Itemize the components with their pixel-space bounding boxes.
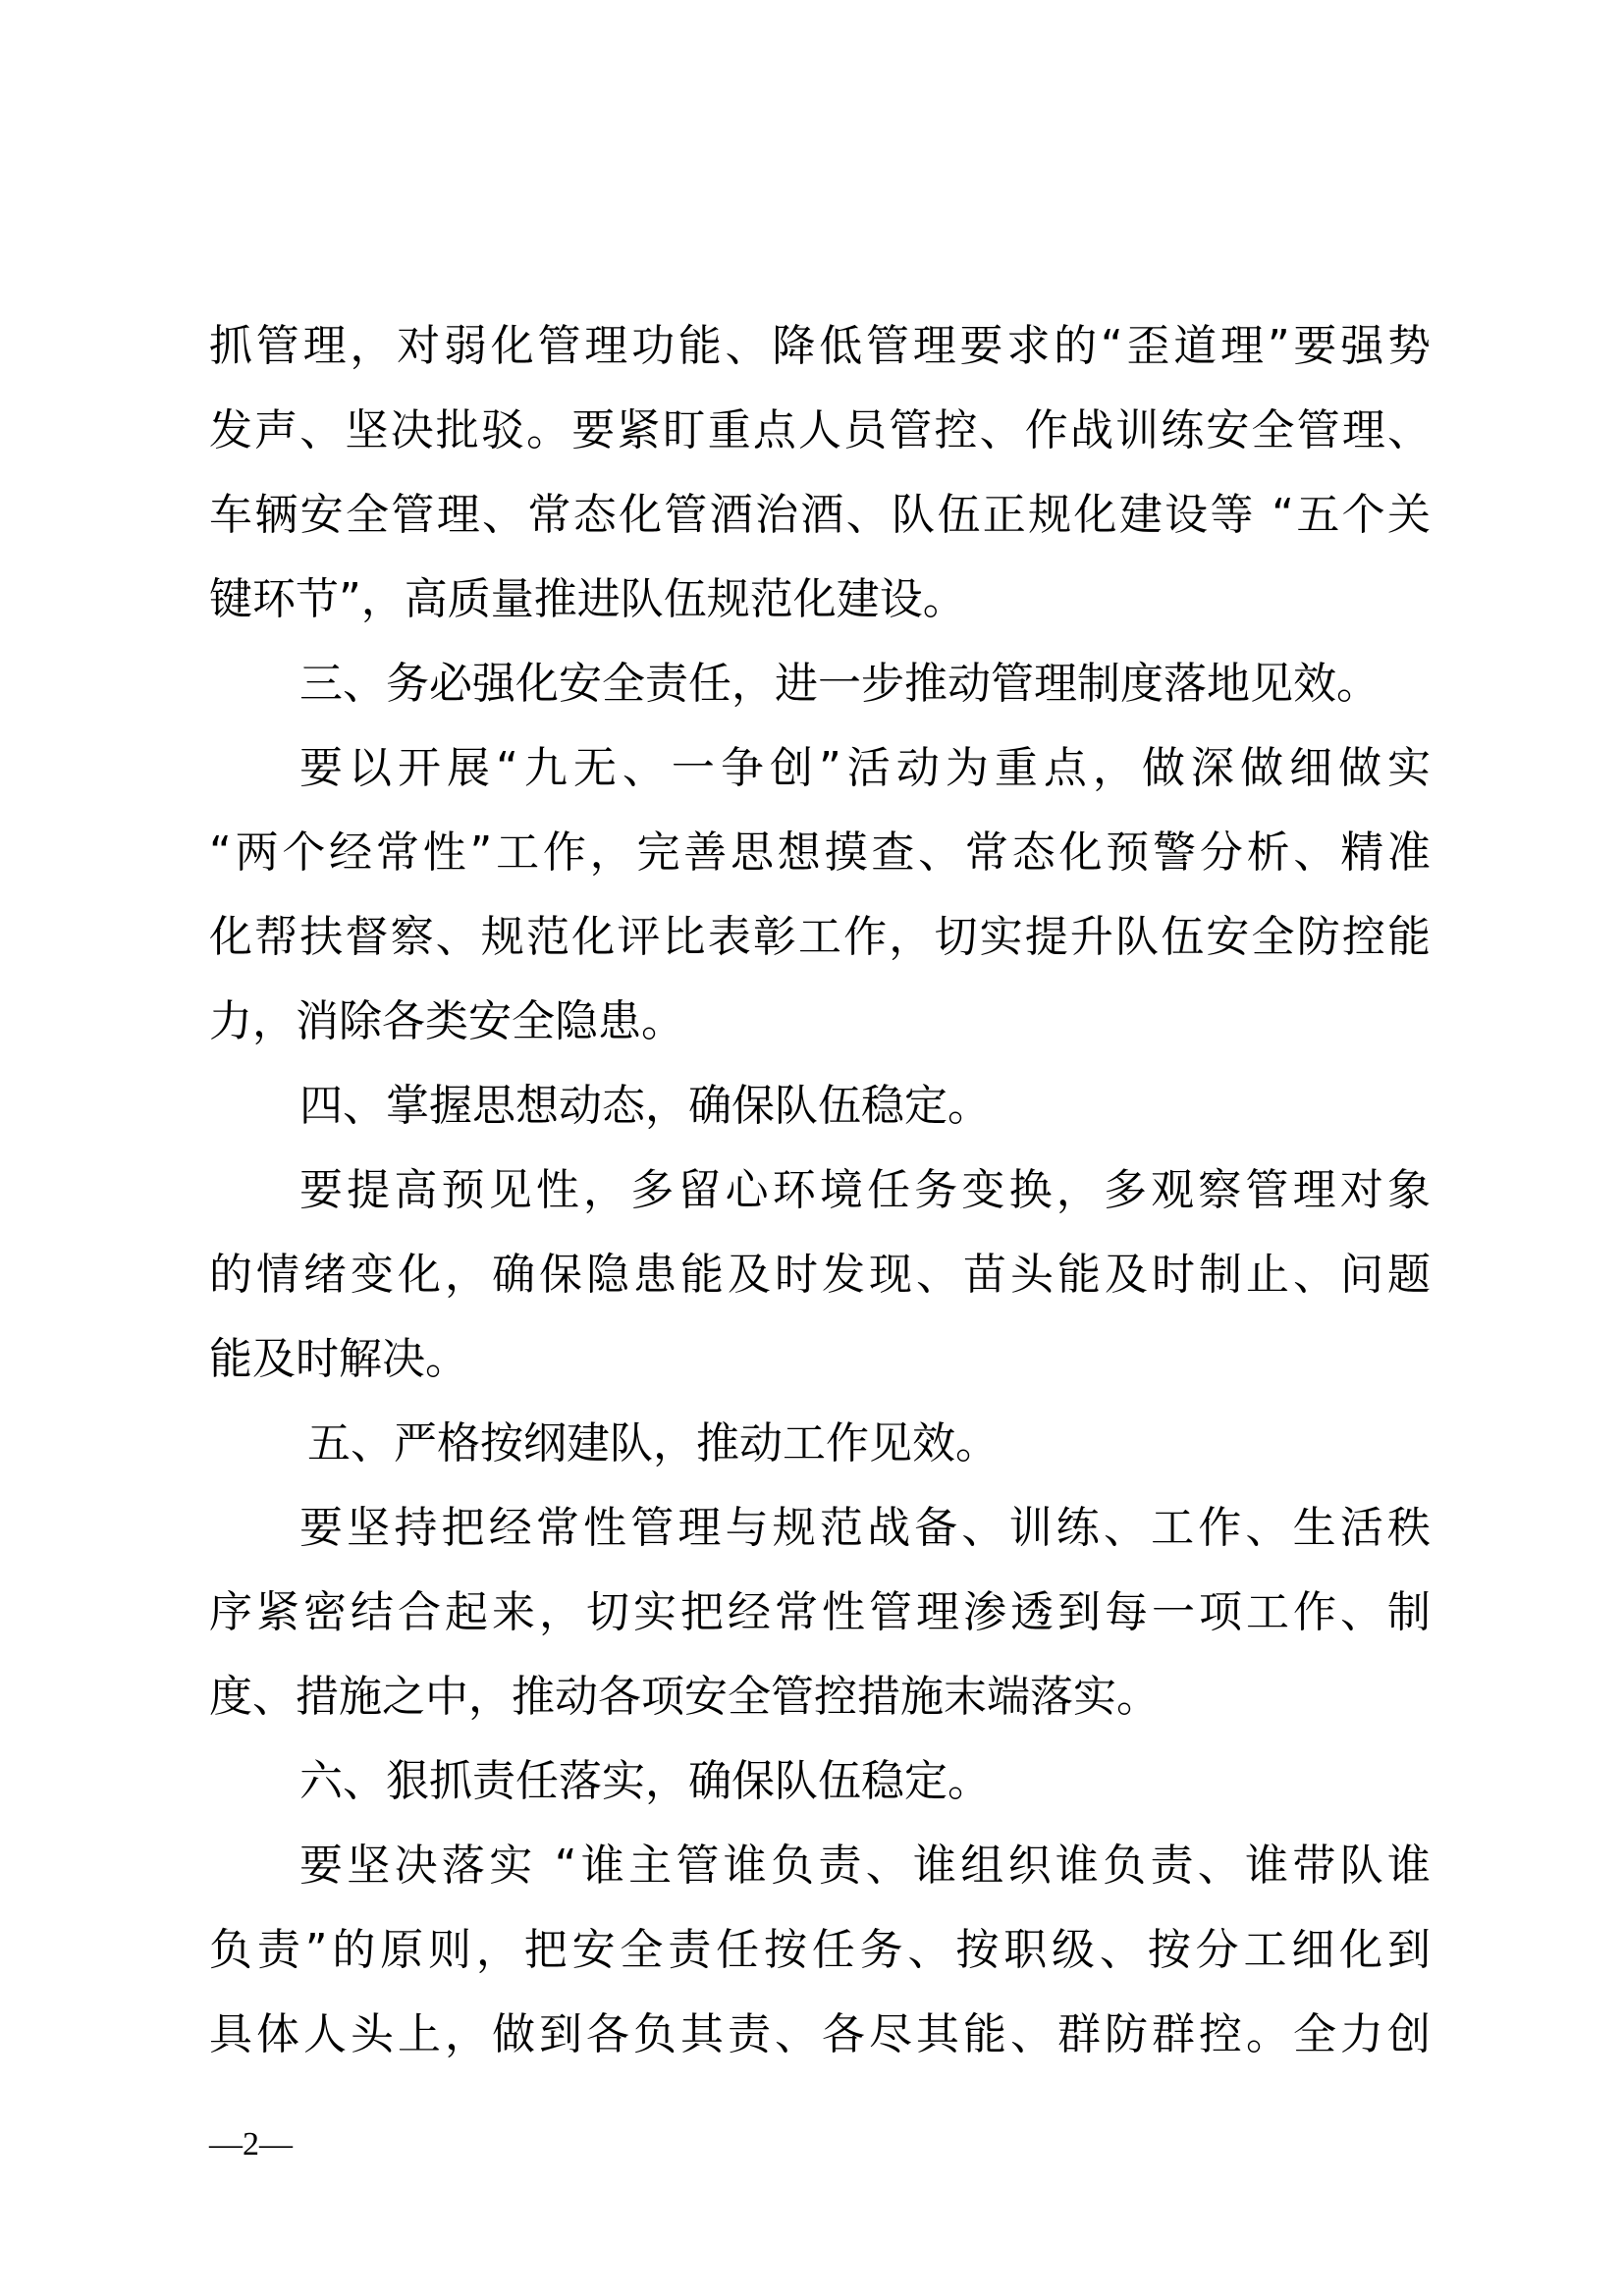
page-number: —2—	[209, 2126, 293, 2163]
body-text-line: 能及时解决。	[209, 1334, 468, 1384]
body-text-line: 发声、坚决批驳。要紧盯重点人员管控、作战训练安全管理、	[209, 405, 1431, 455]
section-heading-3: 三、务必强化安全责任，进一步推动管理制度落地见效。	[299, 659, 1380, 709]
body-text-line: 的情绪变化，确保隐患能及时发现、苗头能及时制止、问题	[209, 1250, 1431, 1300]
body-text-line: “两个经常性”工作，完善思想摸查、常态化预警分析、精准	[209, 828, 1431, 878]
body-text-line: 要坚持把经常性管理与规范战备、训练、工作、生活秩	[299, 1503, 1431, 1553]
body-text-line: 具体人头上，做到各负其责、各尽其能、群防群控。全力创	[209, 2009, 1431, 2059]
body-text-line: 要以开展“九无、一争创”活动为重点，做深做细做实	[299, 743, 1431, 793]
body-text-line: 键环节”，高质量推进队伍规范化建设。	[209, 574, 966, 624]
body-text-line: 要坚决落实 “谁主管谁负责、谁组织谁负责、谁带队谁	[299, 1841, 1431, 1891]
body-text-line: 车辆安全管理、常态化管酒治酒、队伍正规化建设等 “五个关	[209, 490, 1431, 540]
body-text-line: 力，消除各类安全隐患。	[209, 996, 684, 1046]
section-heading-6: 六、狠抓责任落实，确保队伍稳定。	[299, 1756, 991, 1806]
body-text-line: 抓管理，对弱化管理功能、降低管理要求的“歪道理”要强势	[209, 321, 1431, 371]
body-text-line: 化帮扶督察、规范化评比表彰工作，切实提升队伍安全防控能	[209, 912, 1431, 962]
body-text-line: 序紧密结合起来，切实把经常性管理渗透到每一项工作、制	[209, 1587, 1431, 1637]
body-text-line: 要提高预见性，多留心环境任务变换，多观察管理对象	[299, 1165, 1431, 1215]
body-text-line: 度、措施之中，推动各项安全管控措施末端落实。	[209, 1672, 1160, 1722]
section-heading-4: 四、掌握思想动态，确保队伍稳定。	[299, 1081, 991, 1131]
body-text-line: 负责”的原则，把安全责任按任务、按职级、按分工细化到	[209, 1925, 1431, 1975]
section-heading-5: 五、严格按纲建队，推动工作见效。	[307, 1418, 999, 1468]
